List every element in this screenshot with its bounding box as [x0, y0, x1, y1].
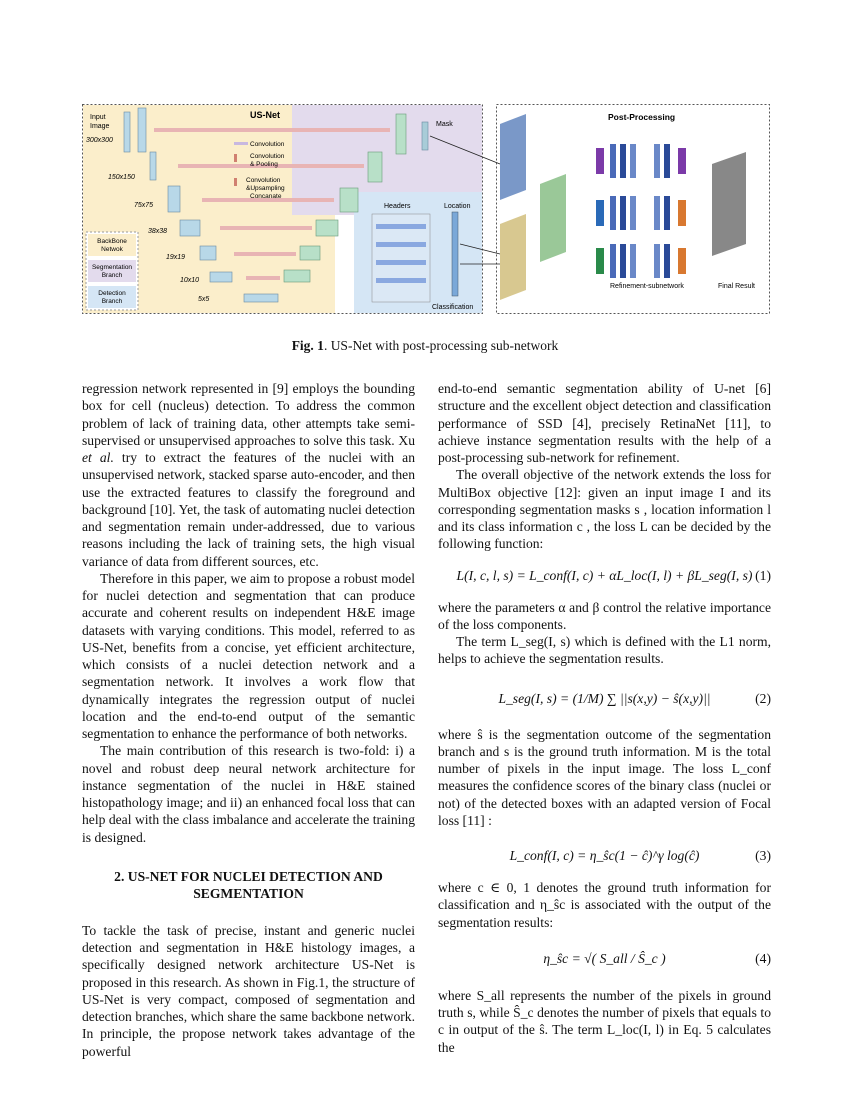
- left-p2: Therefore in this paper, we aim to propose a robust model for nuclei detection and segmentation that can produce accurate and coherent results on independent H&E image datasets with varying conditions. This model, referred to as US-Net, benefits from a concise, yet efficient architecture, which consists of a nuclei detection network and a segmentation network. It involves a work flow that dynamically integrates the regression output of nuclei location and the end-to-end output of the semantic segmentation to enhance the performance of both networks.: [82, 570, 415, 741]
- equation-3: L_conf(I, c) = η_ŝc(1 − ĉ)^γ log(ĉ) (3): [509, 848, 771, 864]
- left-column: [82, 380, 415, 1060]
- left-p3: The main contribution of this research is two-fold: i) a novel and robust deep neural network architecture for instance segmentation of the nuclei in H&E stained histopathology image; and ii) an enhanced focal loss that can help deal with the class imbalance and accelerate the training is designed.: [82, 743, 415, 845]
- caption-label: Fig. 1: [291, 338, 324, 353]
- equation-4: η_ŝc = √( S_all / Ŝ_c ) (4): [543, 951, 771, 967]
- svg-text:Convolution: Convolution: [250, 153, 285, 160]
- right-p1: end-to-end semantic segmentation ability of U-net [6] structure and the excellent object detection and classification performance of SSD [4], precisely RetinaNet [11], to achieve instance segmentation results with the help of a post-processing sub-network for refinement.: [438, 381, 771, 465]
- svg-text:&Upsampling: &Upsampling: [246, 185, 285, 192]
- refinement-label: Refinement-subnetwork: [610, 283, 684, 290]
- svg-text:Detection: Detection: [98, 290, 126, 297]
- usnet-title: US-Net: [250, 110, 281, 120]
- svg-text:& Pooling: & Pooling: [250, 161, 278, 168]
- svg-text:Branch: Branch: [101, 272, 123, 279]
- right-p4: The term L_seg(I, s) which is defined with the L1 norm, helps to achieve the segmentation results.: [438, 634, 771, 667]
- location-output: [452, 212, 458, 296]
- left-p4: To tackle the task of precise, instant and generic nuclei detection and segmentation in H&E histology images, a specifically designed network architecture US-Net is proposed in this research. As shown in Fig.1, the structure of US-Net is very compact, composed of segmentation and detection branches, which share the same backbone network. In principle, the propose network takes advantage of the powerful: [82, 922, 415, 1059]
- network-diagram: [82, 104, 770, 314]
- right-p6: where c ∈ 0, 1 denotes the ground truth information for classification and η_ŝc is associated with the output of the segmentation results:: [438, 880, 771, 930]
- equation-1: L(I, c, l, s) = L_conf(I, c) + αL_loc(I, l) + βL_seg(I, s) (1): [456, 567, 771, 583]
- location-label: Location: [444, 203, 471, 210]
- headers-label: Headers: [384, 203, 411, 210]
- final-panel: [712, 152, 746, 256]
- res-5: 5x5: [198, 296, 210, 303]
- svg-text:Convolution: Convolution: [250, 141, 285, 148]
- right-column: [438, 380, 771, 1056]
- merged-panel: [540, 174, 566, 262]
- figure-caption: [0, 338, 850, 354]
- section-heading: 2. US-NET FOR NUCLEI DETECTION AND SEGMENTATION: [114, 868, 383, 901]
- svg-text:Convolution: Convolution: [246, 177, 281, 184]
- res-38: 38x38: [148, 228, 168, 235]
- svg-text:BackBone: BackBone: [97, 238, 127, 245]
- final-result-label: Final Result: [718, 283, 755, 290]
- left-p1: regression network represented in [9] employs the bounding box for cell (nucleus) detection. To address the common problem of lack of training data, other attempts take semi-supervised or unsupervised approaches to solve this task. Xu et al. try to extract the features of the nuclei with an unsupervised network, stacked sparse auto-encoder, and then use the extracted features to classify the foreground and background [10]. Yet, the task of automating nuclei detection and segmentation remain under-addressed, due to various reasons including the lack of training sets, the high visual variance of data from different sources, etc.: [82, 381, 415, 569]
- svg-text:Netwok: Netwok: [101, 246, 123, 253]
- res-10: 10x10: [180, 277, 200, 284]
- post-title: Post-Processing: [608, 112, 676, 122]
- mask-label: Mask: [436, 121, 453, 128]
- right-p7: where S_all represents the number of the pixels in ground truth s, while Ŝ_c denotes the number of pixels that equals to c in output of the ŝ. The term L_loc(I, l) in Eq. 5 calculates the: [438, 987, 771, 1055]
- classification-label: Classification: [432, 304, 474, 311]
- equation-2: L_seg(I, s) = (1/M) ∑ ||s(x,y) − ŝ(x,y)|| (2): [498, 690, 771, 706]
- detect-panel: [500, 214, 526, 300]
- figure-1: [82, 104, 770, 314]
- right-p5: where ŝ is the segmentation outcome of the segmentation branch and s is the ground truth information. M is the total number of pixels in the input image. The loss L_conf measures the confidence scores of the binary class (nuclei or not) of the detected boxes with an adapted version of Focal loss [11] :: [438, 726, 771, 828]
- refinement-rows: [596, 144, 686, 278]
- mask-panel: [500, 114, 526, 200]
- svg-text:Branch: Branch: [101, 298, 123, 305]
- input-label: Input: [90, 114, 106, 121]
- res-75: 75x75: [134, 202, 154, 209]
- res-300: 300x300: [86, 137, 113, 144]
- res-19: 19x19: [166, 254, 186, 261]
- legend-branches: [86, 232, 138, 310]
- caption-text: . US-Net with post-processing sub-network: [323, 338, 559, 353]
- mask-output: [422, 122, 428, 150]
- svg-text:Segmentation: Segmentation: [91, 264, 133, 271]
- right-p2: The overall objective of the network extends the loss for MultiBox objective [12]: given an input image I and its corresponding segmentation masks s , location information l and its class information c , the loss L can be decided by the following function:: [438, 467, 771, 552]
- res-150: 150x150: [108, 174, 135, 181]
- svg-text:Concanate: Concanate: [250, 193, 282, 200]
- right-p3: where the parameters α and β control the relative importance of the loss components.: [438, 599, 771, 632]
- input-label-2: Image: [90, 123, 110, 130]
